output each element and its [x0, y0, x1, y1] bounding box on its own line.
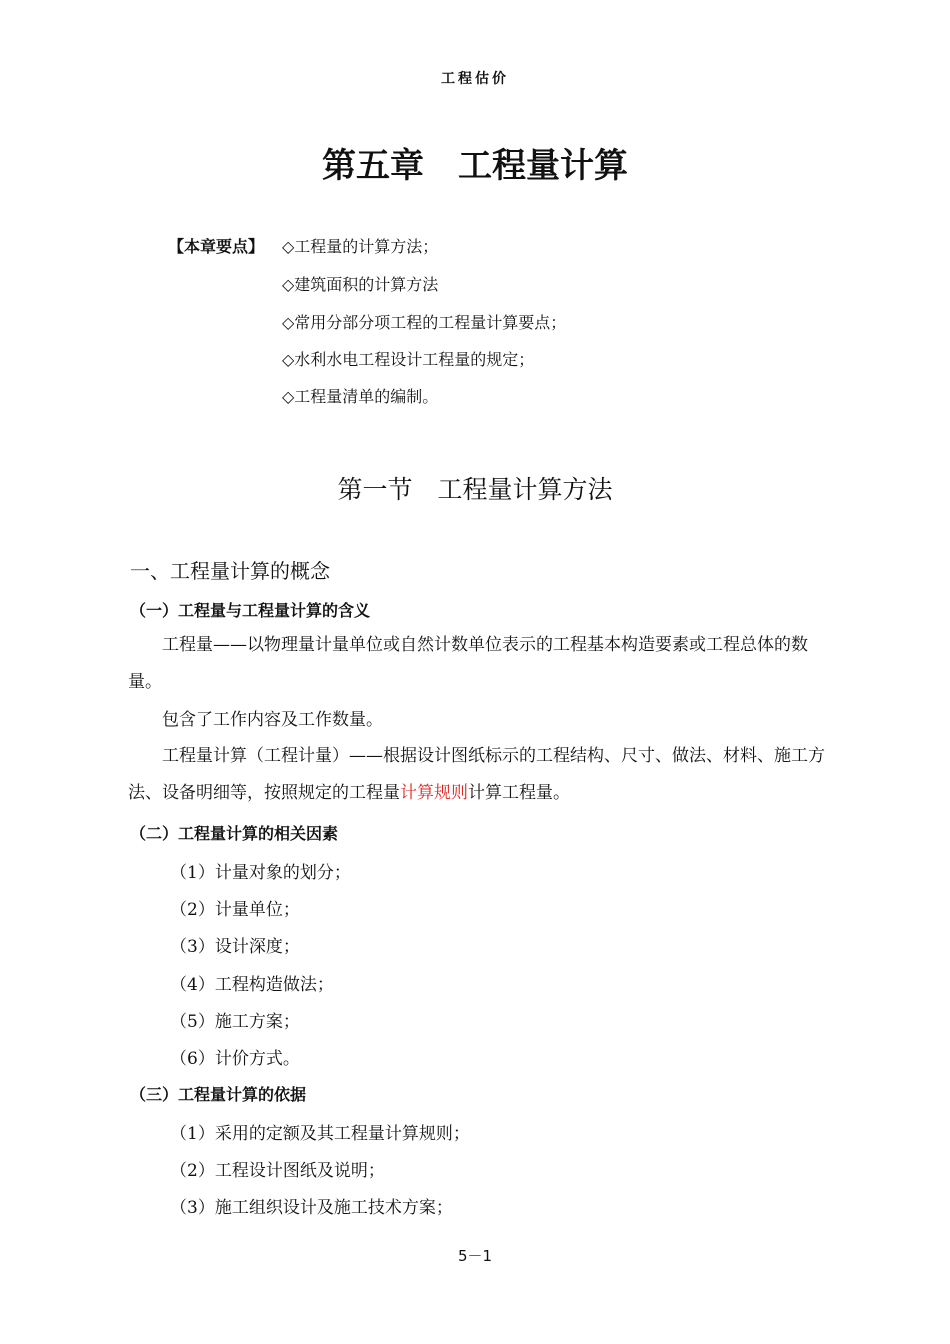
definition-paragraph: 工程量——以物理量计量单位或自然计数单位表示的工程基本构造要素或工程总体的数量。: [128, 635, 808, 692]
list-item: （2）工程设计图纸及说明；: [170, 1161, 385, 1181]
key-point-item: ◇工程量清单的编制。: [282, 387, 439, 406]
section-title: 第一节 工程量计算方法: [337, 475, 613, 504]
list-item: （1）采用的定额及其工程量计算规则；: [170, 1124, 470, 1144]
subsection-heading: （三）工程量计算的依据: [130, 1085, 307, 1104]
key-point-item: ◇水利水电工程设计工程量的规定；: [282, 350, 535, 369]
paragraph-text: 工程量计算（工程计量）——根据设计图纸标示的工程结构、尺寸、做法、材料、施工方法、设备明细等，按照规定的工程量: [128, 746, 825, 803]
list-item: （1）计量对象的划分；: [170, 863, 351, 883]
page-number: 5－1: [457, 1247, 493, 1265]
highlighted-term: 计算规则: [400, 783, 468, 803]
key-points-label: 【本章要点】: [168, 237, 265, 256]
chapter-title: 第五章 工程量计算: [322, 146, 628, 186]
calculation-paragraph: [128, 738, 828, 812]
key-point-item: ◇工程量的计算方法；: [282, 237, 439, 256]
running-header: 工程估价: [441, 71, 509, 87]
key-point-item: ◇建筑面积的计算方法: [282, 275, 439, 294]
list-item: （6）计价方式。: [170, 1049, 300, 1069]
part-heading: 一、工程量计算的概念: [130, 559, 330, 583]
paragraph-text: 计算工程量。: [468, 783, 570, 803]
content-paragraph: 包含了工作内容及工作数量。: [162, 710, 383, 730]
list-item: （3）设计深度；: [170, 937, 300, 957]
key-point-item: ◇常用分部分项工程的工程量计算要点；: [282, 313, 567, 332]
list-item: （2）计量单位；: [170, 900, 300, 920]
subsection-heading: （一）工程量与工程量计算的含义: [130, 601, 371, 620]
subsection-heading: （二）工程量计算的相关因素: [130, 824, 339, 843]
list-item: （5）施工方案；: [170, 1012, 300, 1032]
list-item: （3）施工组织设计及施工技术方案；: [170, 1198, 453, 1218]
list-item: （4）工程构造做法；: [170, 975, 334, 995]
